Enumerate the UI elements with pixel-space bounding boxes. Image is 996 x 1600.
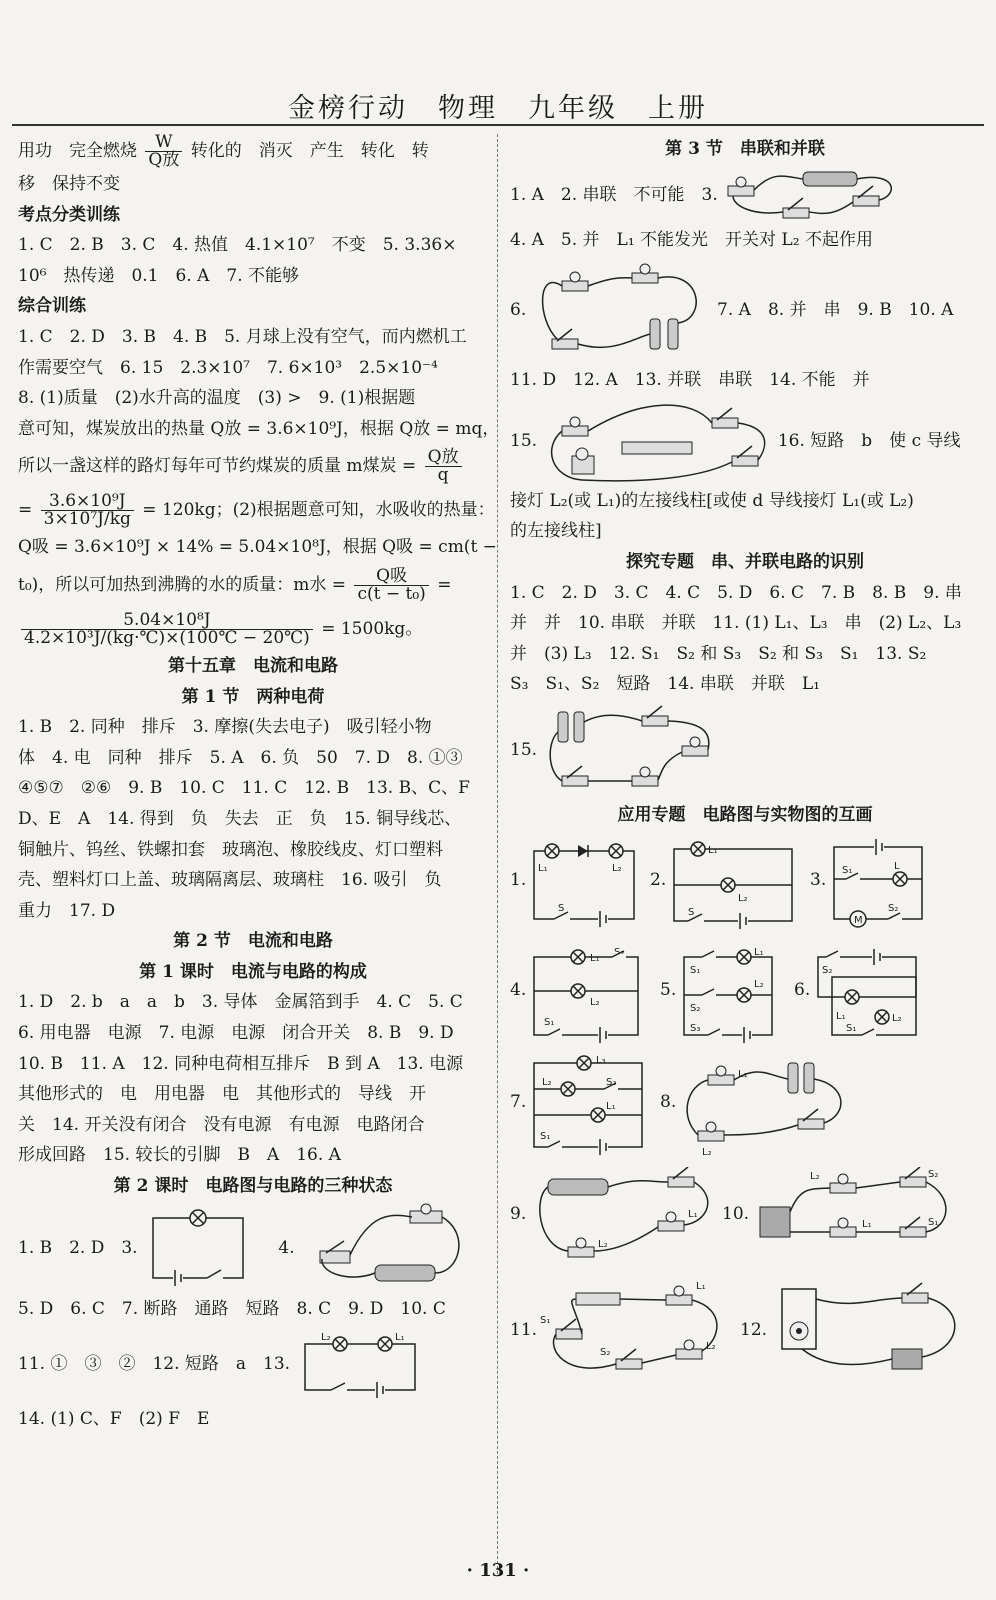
lamp-label: L₂ [810, 1170, 820, 1182]
text: 15. [510, 739, 538, 760]
lamp-label: L₁ [606, 1100, 616, 1112]
physical-circuit-drawing [542, 702, 722, 798]
switch-label: S₁ [690, 964, 701, 976]
numerator: 3.6×10⁹J [41, 493, 134, 511]
switch-label: S₂ [690, 1002, 701, 1014]
text: 所以一盏这样的路灯每年可节约煤炭的质量 m煤炭 = [18, 456, 417, 477]
switch-label: S [688, 906, 695, 918]
text: 6. [510, 300, 527, 321]
lamp-label: L₂ [706, 1340, 716, 1352]
switch-label: S₂ [600, 1346, 611, 1358]
switch-label: S₁ [540, 1130, 551, 1142]
section-title: 第 3 节 串联和并联 [665, 139, 825, 159]
lamp-label: L₃ [596, 1054, 606, 1066]
physical-circuit-drawing [532, 259, 712, 363]
lamp-label: L₂ [738, 892, 748, 904]
numerator: 5.04×10⁸J [21, 612, 313, 630]
lamp-label: L₂ [612, 862, 622, 874]
answer-line: 5. D 6. C 7. 断路 通路 短路 8. C 9. D 10. C [18, 1298, 446, 1319]
text: t₀)，所以可加热到沸腾的水的质量：m水 = [18, 574, 347, 595]
column-divider [497, 134, 498, 1574]
answer-line: 1. C 2. D 3. B 4. B 5. 月球上没有空气，而内燃机工 [18, 326, 467, 347]
switch-label: S₂ [888, 902, 899, 914]
answer-line: 1. D 2. b a a b 3. 导体 金属箔到手 4. C 5. C [18, 992, 463, 1013]
switch-label: S [558, 902, 565, 914]
text: 转化的 消灭 产生 转化 转 [190, 141, 429, 161]
answer-line: 铜触片、钨丝、铁螺扣套 玻璃泡、橡胶线皮、灯口塑料 [18, 839, 443, 860]
physical-circuit-drawing [528, 1167, 718, 1271]
answer-line: 意可知，煤炭放出的热量 Q放 = 3.6×10⁹J，根据 Q放 = mq， [18, 418, 500, 439]
lesson-title: 第 2 课时 电路图与电路的三种状态 [113, 1176, 393, 1197]
question-number: 1. [510, 869, 527, 890]
diagram-row [510, 831, 980, 941]
physical-circuit-drawing [678, 1055, 858, 1159]
answer-line: 10. B 11. A 12. 同种电荷相互排斥 B 到 A 13. 电源 [18, 1053, 464, 1074]
lamp-label: L₁ [708, 844, 718, 856]
text: 用功 完全燃烧 [18, 141, 137, 161]
answer-line [510, 700, 980, 800]
answer-line: 4. A 5. 并 L₁ 不能发光 开关对 L₂ 不起作用 [510, 229, 873, 250]
text: 11. ① ③ ② 12. 短路 a 13. [18, 1354, 291, 1375]
page-number: · 131 · [466, 1560, 530, 1581]
question-number: 9. [510, 1203, 527, 1224]
circuit-diagram [828, 839, 928, 929]
denominator: 4.2×10³J/(kg·℃)×(100℃ − 20℃) [24, 627, 310, 648]
section-heading: 考点分类训练 [18, 204, 120, 225]
answer-line: 10⁶ 热传递 0.1 6. A 7. 不能够 [18, 265, 300, 286]
lamp-label: L₂ [754, 978, 764, 990]
answer-line: 1. B 2. 同种 排斥 3. 摩擦(失去电子) 吸引轻小物 [18, 717, 432, 738]
lamp-label: L₁ [738, 1068, 748, 1080]
denominator: 3×10⁷J/kg [43, 509, 131, 530]
circuit-diagram [143, 1208, 253, 1288]
answer-line: 其他形式的 电 用电器 电 其他形式的 导线 开 [18, 1084, 426, 1105]
lamp-label: L₁ [754, 946, 764, 958]
left-column [18, 132, 500, 1435]
question-number: 10. [722, 1203, 750, 1224]
diagram-row [510, 1051, 980, 1163]
text: = 1500kg。 [321, 618, 423, 639]
chapter-title: 第十五章 电流和电路 [168, 655, 338, 676]
question-number: 2. [650, 869, 667, 890]
section-title: 第 1 节 两种电荷 [181, 686, 325, 707]
physical-circuit-drawing [542, 398, 772, 484]
switch-label: S₂ [606, 1076, 617, 1088]
physical-circuit-drawing [750, 1167, 960, 1271]
circuit-diagram [812, 947, 922, 1043]
lamp-label: L₁ [696, 1280, 706, 1292]
lamp-label: L [894, 860, 900, 872]
answer-line: 6. 用电器 电源 7. 电源 电源 闭合开关 8. B 9. D [18, 1023, 454, 1044]
switch-label: S₂ [822, 964, 833, 976]
diagram-row [510, 941, 980, 1051]
switch-label: S₁ [846, 1022, 857, 1034]
fraction [145, 134, 182, 169]
lamp-label: L₁ [395, 1331, 406, 1343]
answer-line [510, 255, 980, 365]
question-number: 6. [794, 979, 811, 1000]
physical-circuit-drawing [536, 1279, 726, 1383]
book-title: 金榜行动 物理 九年级 上册 [288, 93, 708, 124]
lamp-label: L₁ [538, 862, 548, 874]
switch-label: S₃ [690, 1022, 701, 1034]
question-number: 7. [510, 1091, 527, 1112]
page-header [0, 0, 996, 122]
lamp-label: L₂ [590, 996, 600, 1008]
physical-circuit-drawing [723, 166, 903, 224]
lamp-label: L₁ [862, 1218, 872, 1230]
lamp-label: L₁ [688, 1208, 698, 1220]
answer-line: 接灯 L₂(或 L₁)的左接线柱[或使 d 导线接灯 L₁(或 L₂) [510, 490, 914, 511]
section-title: 第 2 节 电流和电路 [173, 931, 333, 952]
diagram-row [510, 1275, 980, 1387]
answer-line [18, 607, 488, 651]
topic-title: 探究专题 串、并联电路的识别 [626, 551, 864, 572]
denominator: Q放 [148, 150, 180, 170]
answer-line: = $\frac{\text{3.6×10⁹J}}{\text{3×10⁷J/kg}}$ = 120kg；(2)根据题意可知，水吸收的热量： [18, 491, 495, 530]
answer-line [18, 563, 488, 607]
answer-line: 并 (3) L₃ 12. S₁ S₂ 和 S₃ S₂ 和 S₃ S₁ 13. S₂ [510, 643, 927, 664]
physical-circuit-drawing [772, 1279, 972, 1383]
numerator: Q吸 [354, 568, 428, 586]
question-number: 8. [660, 1091, 677, 1112]
answer-line [18, 1202, 488, 1294]
answer-line: 1. C 2. B 3. C 4. 热值 4.1×10⁷ 不变 5. 3.36× [18, 235, 457, 256]
lamp-label: L₁ [836, 1010, 846, 1022]
question-number: 5. [660, 979, 677, 1000]
question-number: 3. [810, 869, 827, 890]
answer-line [18, 1324, 488, 1404]
question-number: 12. [740, 1319, 768, 1340]
answer-line: S₃ S₁、S₂ 短路 14. 串联 并联 L₁ [510, 674, 820, 695]
answer-line: 形成回路 15. 较长的引脚 B A 16. A [18, 1145, 341, 1166]
answer-line: 移 保持不变 [18, 174, 120, 194]
section-heading: 综合训练 [18, 296, 86, 317]
circuit-diagram [668, 839, 798, 929]
lamp-label: L₂ [321, 1331, 332, 1343]
switch-label: S₁ [842, 864, 853, 876]
text: 16. 短路 b 使 c 导线 [777, 430, 961, 451]
switch-label: S₂ [614, 946, 625, 958]
denominator: c(t − t₀) [357, 583, 426, 604]
switch-label: S₁ [540, 1314, 551, 1326]
text: 1. A 2. 串联 不可能 3. [510, 184, 718, 205]
switch-label: S₁ [544, 1016, 555, 1028]
circuit-diagram [295, 1330, 425, 1400]
answer-line: ④⑤⑦ ②⑥ 9. B 10. C 11. C 12. B 13. B、C、F [18, 778, 470, 799]
answer-line: 体 4. 电 同种 排斥 5. A 6. 负 50 7. D 8. ①③ [18, 747, 463, 768]
text: 7. A 8. 并 串 9. B 10. A [717, 300, 954, 321]
answer-line [510, 165, 980, 225]
answer-line: 1. C 2. D 3. C 4. C 5. D 6. C 7. B 8. B 9. 串 [510, 582, 962, 603]
answer-line: 壳、塑料灯口上盖、玻璃隔离层、玻璃柱 16. 吸引 负 [18, 870, 442, 891]
circuit-diagram [528, 1055, 648, 1155]
numerator: Q放 [425, 449, 462, 467]
question-number: 4. [510, 979, 527, 1000]
answer-line: 8. (1)质量 (2)水升高的温度 (3) > 9. (1)根据题 [18, 388, 416, 409]
text: 15. [510, 430, 538, 451]
answer-line: 并 并 10. 串联 并联 11. (1) L₁、L₃ 串 (2) L₂、L₃ [510, 613, 962, 634]
answer-line: 11. D 12. A 13. 并联 串联 14. 不能 并 [510, 370, 870, 391]
lamp-label: L₂ [542, 1076, 552, 1088]
lesson-title: 第 1 课时 电流与电路的构成 [139, 961, 367, 982]
diagram-row [510, 1163, 980, 1275]
lamp-label: L₁ [590, 952, 600, 964]
header-rule [12, 124, 984, 126]
fraction [425, 449, 462, 484]
answer-line: 作需要空气 6. 15 2.3×10⁷ 7. 6×10³ 2.5×10⁻⁴ [18, 357, 438, 378]
topic-title: 应用专题 电路图与实物图的互画 [617, 804, 873, 825]
text: = [437, 574, 452, 595]
motor-label: M [854, 914, 863, 926]
lamp-label: L₂ [598, 1238, 608, 1250]
text: = 120kg；(2)根据题意可知，水吸收的热量： [142, 500, 495, 521]
answer-line: Q吸 = 3.6×10⁹J × 14% = 5.04×10⁸J，根据 Q吸 = cm(t − [18, 537, 497, 558]
fraction [21, 609, 313, 648]
answer-line: 14. (1) C、F (2) F E [18, 1409, 210, 1430]
fraction [41, 493, 134, 528]
answer-line [18, 444, 488, 488]
answer-line: 的左接线柱] [510, 521, 602, 542]
fraction [354, 565, 428, 604]
lamp-label: L₂ [892, 1012, 902, 1024]
right-column [510, 134, 980, 1387]
circuit-diagram [528, 839, 640, 929]
physical-circuit-drawing [300, 1203, 470, 1293]
switch-label: S₁ [928, 1216, 939, 1228]
denominator: q [437, 465, 449, 486]
circuit-diagram [678, 947, 778, 1043]
text: 4. [278, 1237, 295, 1258]
circuit-diagram [528, 947, 644, 1043]
switch-label: S₂ [928, 1168, 939, 1180]
numerator: W [145, 134, 182, 152]
answer-line [18, 134, 488, 169]
answer-line: 关 14. 开关没有闭合 没有电源 有电源 电路闭合 [18, 1114, 425, 1135]
answer-line: D、E A 14. 得到 负 失去 正 负 15. 铜导线芯、 [18, 808, 462, 829]
text: 1. B 2. D 3. [18, 1237, 138, 1258]
answer-line: 重力 17. D [18, 900, 116, 921]
answer-line [510, 396, 980, 486]
question-number: 11. [510, 1319, 538, 1340]
lamp-label: L₂ [702, 1146, 712, 1158]
